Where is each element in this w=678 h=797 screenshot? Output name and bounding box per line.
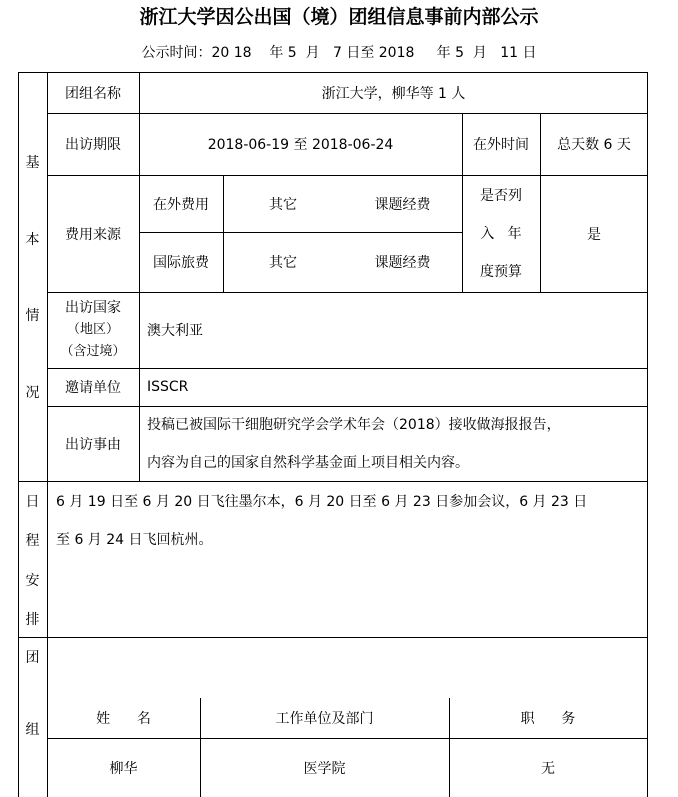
label-intl-travel: 国际旅费 — [153, 255, 209, 271]
section-char: 基 — [25, 155, 40, 171]
schedule-line: 6 月 19 日至 6 月 20 日飞往墨尔本，6 月 20 日至 6 月 23 日参加会议，6 月 23 日 — [56, 494, 588, 510]
section-basic-label — [18, 152, 47, 402]
member-name: 柳华 — [109, 760, 138, 777]
label-fund-source: 费用来源 — [65, 226, 121, 243]
section-schedule-label — [18, 491, 47, 629]
section-char: 排 — [25, 611, 40, 628]
value-abroad-cost-type: 其它 — [269, 196, 297, 213]
publicity-time: 公示时间：20 18 年 5 月 7 日至 2018 年 5 月 11 日 — [141, 45, 537, 61]
label-country — [47, 292, 139, 368]
member-unit: 医学院 — [303, 760, 346, 777]
value-abroad-cost-fund: 课题经费 — [374, 196, 431, 213]
section-char: 程 — [25, 533, 40, 550]
page-title: 浙江大学因公出国（境）团组信息事前内部公示 — [139, 6, 539, 28]
member-title: 无 — [541, 760, 555, 777]
value-inviter: ISSCR — [147, 379, 189, 395]
reason-line: 投稿已被国际干细胞研究学会学术年会（2018）接收做海报报告， — [147, 417, 561, 433]
label-in-budget — [462, 175, 540, 292]
section-char: 安 — [25, 572, 40, 589]
member-header-unit: 工作单位及部门 — [275, 711, 374, 727]
value-country: 澳大利亚 — [147, 323, 203, 339]
value-intl-travel-type: 其它 — [269, 255, 297, 271]
label-abroad-time: 在外时间 — [473, 137, 529, 153]
section-char: 组 — [25, 722, 40, 738]
value-group-name: 浙江大学，柳华等 1 人 — [321, 85, 466, 102]
label-country-line: （含过境） — [60, 344, 126, 359]
section-char: 情 — [25, 308, 40, 325]
label-abroad-cost: 在外费用 — [153, 196, 209, 213]
label-group-name: 团组名称 — [65, 85, 121, 102]
label-inviter: 邀请单位 — [65, 380, 121, 396]
label-visit-period: 出访期限 — [65, 137, 121, 153]
schedule-line: 至 6 月 24 日飞回杭州。 — [56, 532, 213, 548]
value-intl-travel-fund: 课题经费 — [374, 255, 431, 271]
label-reason: 出访事由 — [65, 436, 121, 453]
member-header-name: 姓 名 — [96, 711, 151, 727]
value-total-days: 总天数 6 天 — [557, 137, 631, 153]
value-visit-period: 2018-06-19 至 2018-06-24 — [207, 137, 394, 153]
section-char: 况 — [25, 384, 40, 401]
label-country-line: 出访国家 — [65, 300, 121, 316]
section-group-label — [18, 647, 47, 739]
value-in-budget: 是 — [587, 226, 601, 243]
section-char: 团 — [25, 650, 40, 666]
label-country-line: （地区） — [66, 322, 119, 337]
label-in-budget-line: 入 年 — [480, 225, 522, 242]
schedule-text — [56, 483, 646, 559]
label-in-budget-line: 是否列 — [480, 187, 522, 204]
section-char: 本 — [25, 231, 40, 248]
label-in-budget-line: 度预算 — [480, 263, 522, 280]
section-char: 日 — [25, 494, 40, 510]
reason-line: 内容为自己的国家自然科学基金面上项目相关内容。 — [147, 455, 469, 471]
value-reason — [147, 406, 645, 482]
member-header-title: 职 务 — [520, 711, 576, 727]
